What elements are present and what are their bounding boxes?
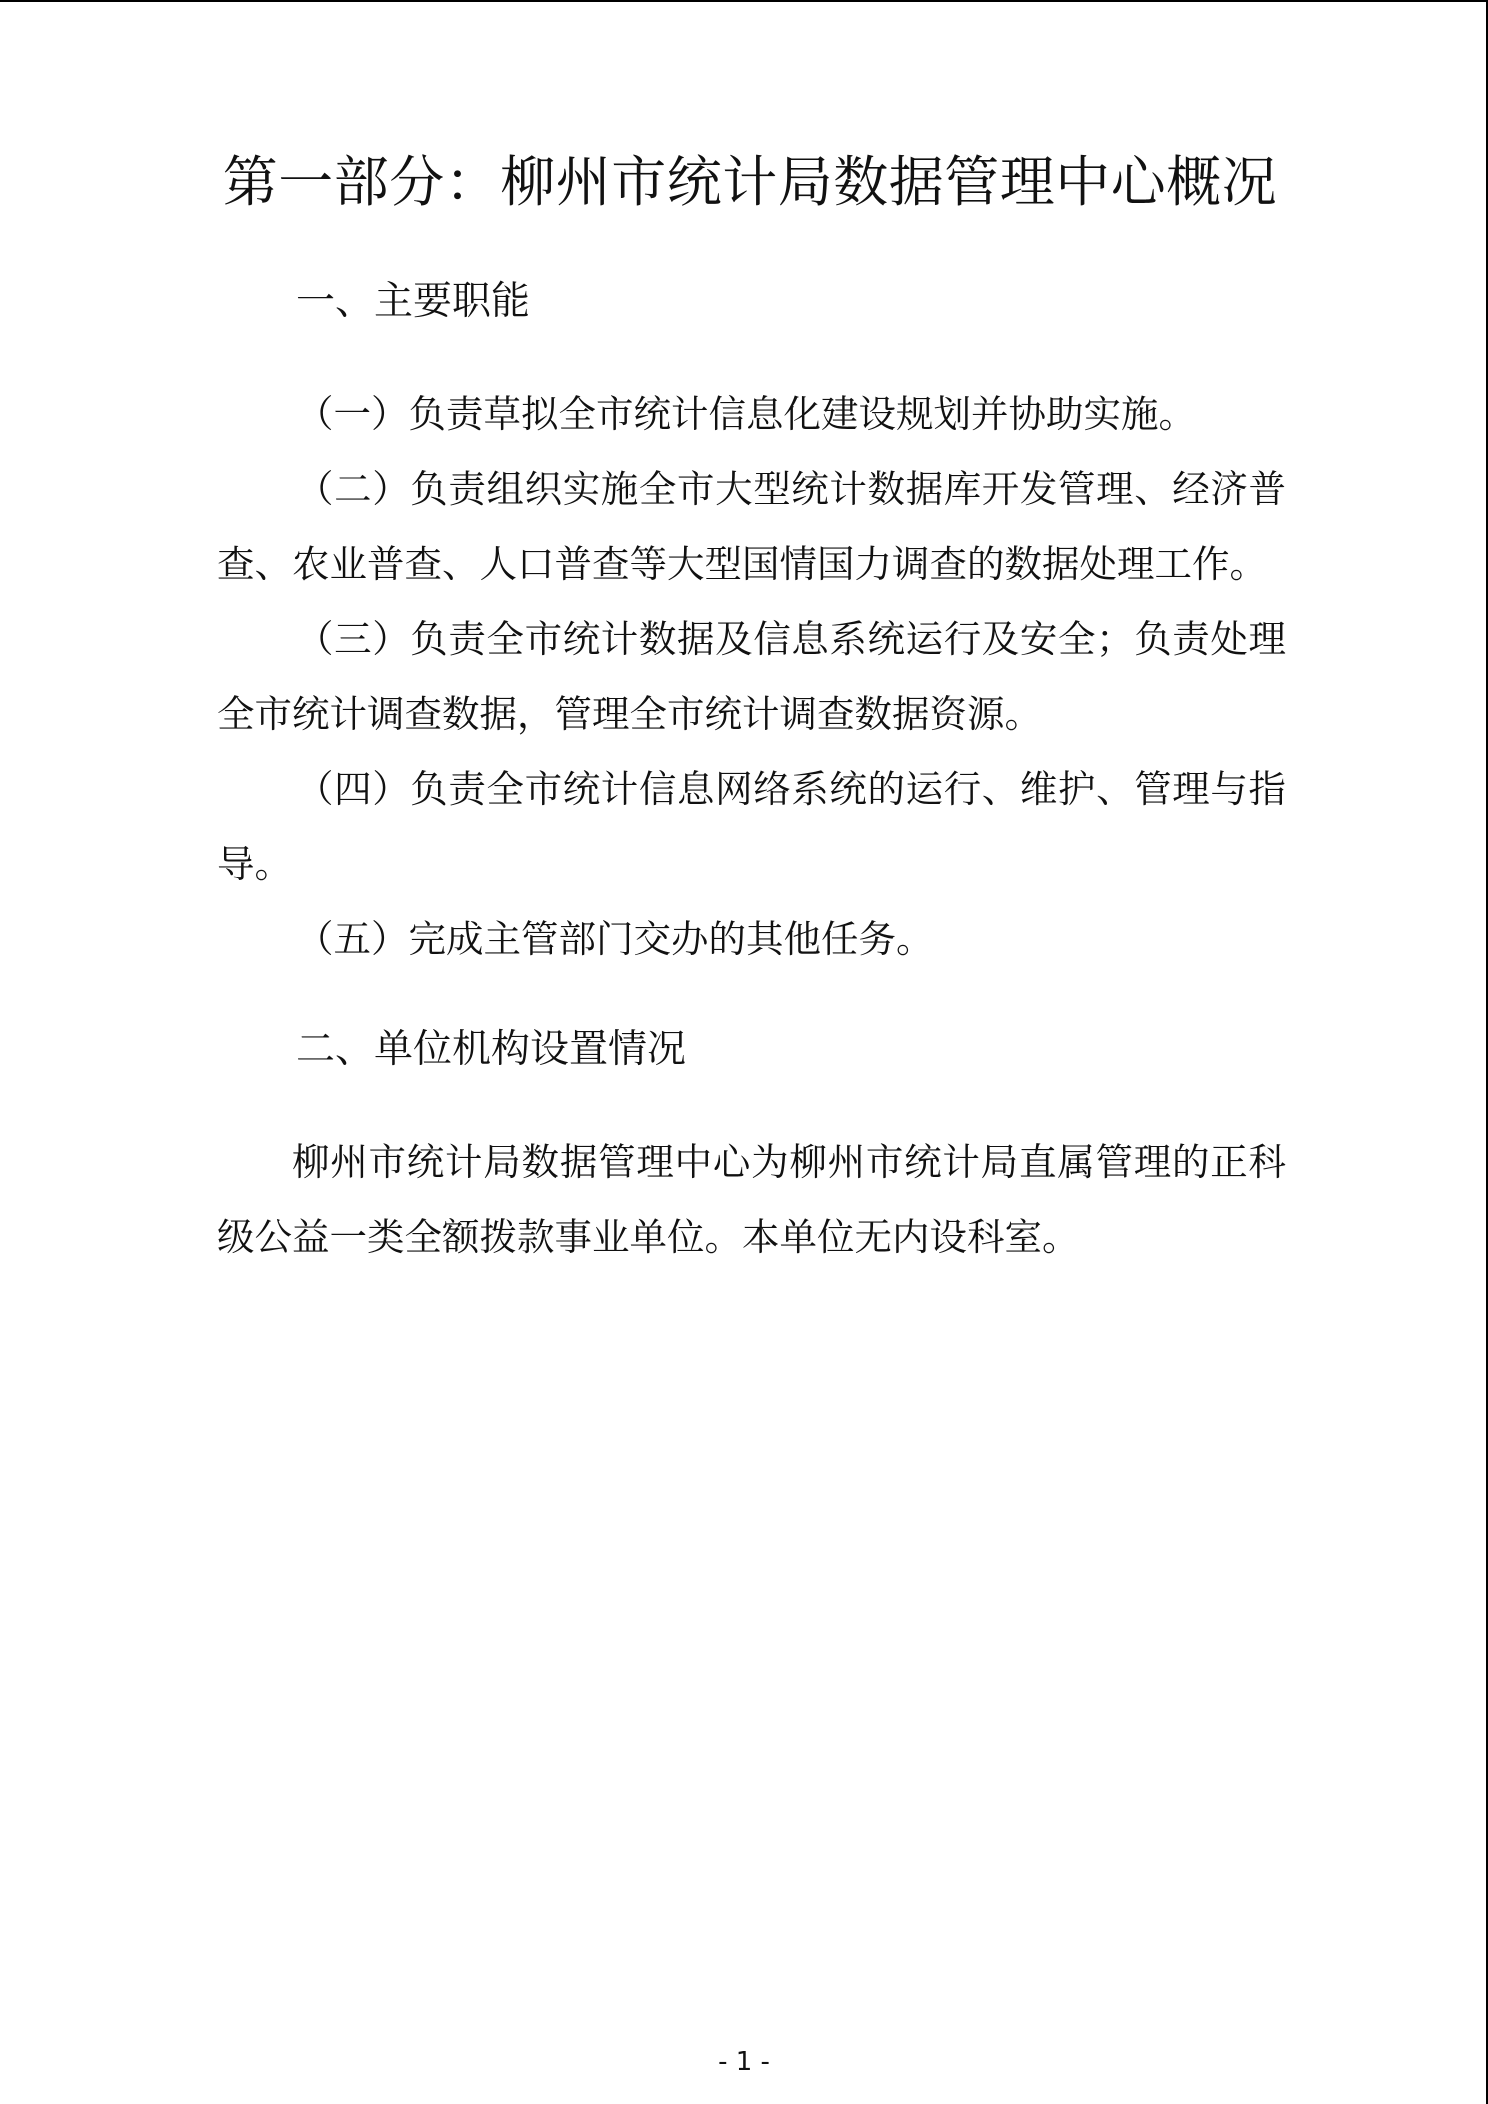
function-item-4-line-2: 导。 bbox=[217, 842, 292, 886]
function-item-5-line-1: （五）完成主管部门交办的其他任务。 bbox=[296, 917, 934, 961]
org-paragraph-line-1: 柳州市统计局数据管理中心为柳州市统计局直属管理的正科 bbox=[292, 1140, 1286, 1184]
function-item-4-line-1: （四）负责全市统计信息网络系统的运行、维护、管理与指 bbox=[296, 767, 1286, 811]
section-heading-main-functions: 一、主要职能 bbox=[296, 279, 531, 324]
function-item-2-line-2: 查、农业普查、人口普查等大型国情国力调查的数据处理工作。 bbox=[217, 542, 1267, 586]
org-paragraph-line-2: 级公益一类全额拨款事业单位。本单位无内设科室。 bbox=[217, 1215, 1080, 1259]
function-item-1-line-1: （一）负责草拟全市统计信息化建设规划并协助实施。 bbox=[296, 392, 1196, 436]
page-title: 第一部分：柳州市统计局数据管理中心概况 bbox=[222, 150, 1278, 214]
page-number: - 1 - bbox=[718, 2047, 770, 2077]
section-heading-org-structure: 二、单位机构设置情况 bbox=[296, 1027, 687, 1072]
function-item-2-line-1: （二）负责组织实施全市大型统计数据库开发管理、经济普 bbox=[296, 467, 1286, 511]
function-item-3-line-2: 全市统计调查数据，管理全市统计调查数据资源。 bbox=[217, 692, 1042, 736]
function-item-3-line-1: （三）负责全市统计数据及信息系统运行及安全；负责处理 bbox=[296, 617, 1286, 661]
